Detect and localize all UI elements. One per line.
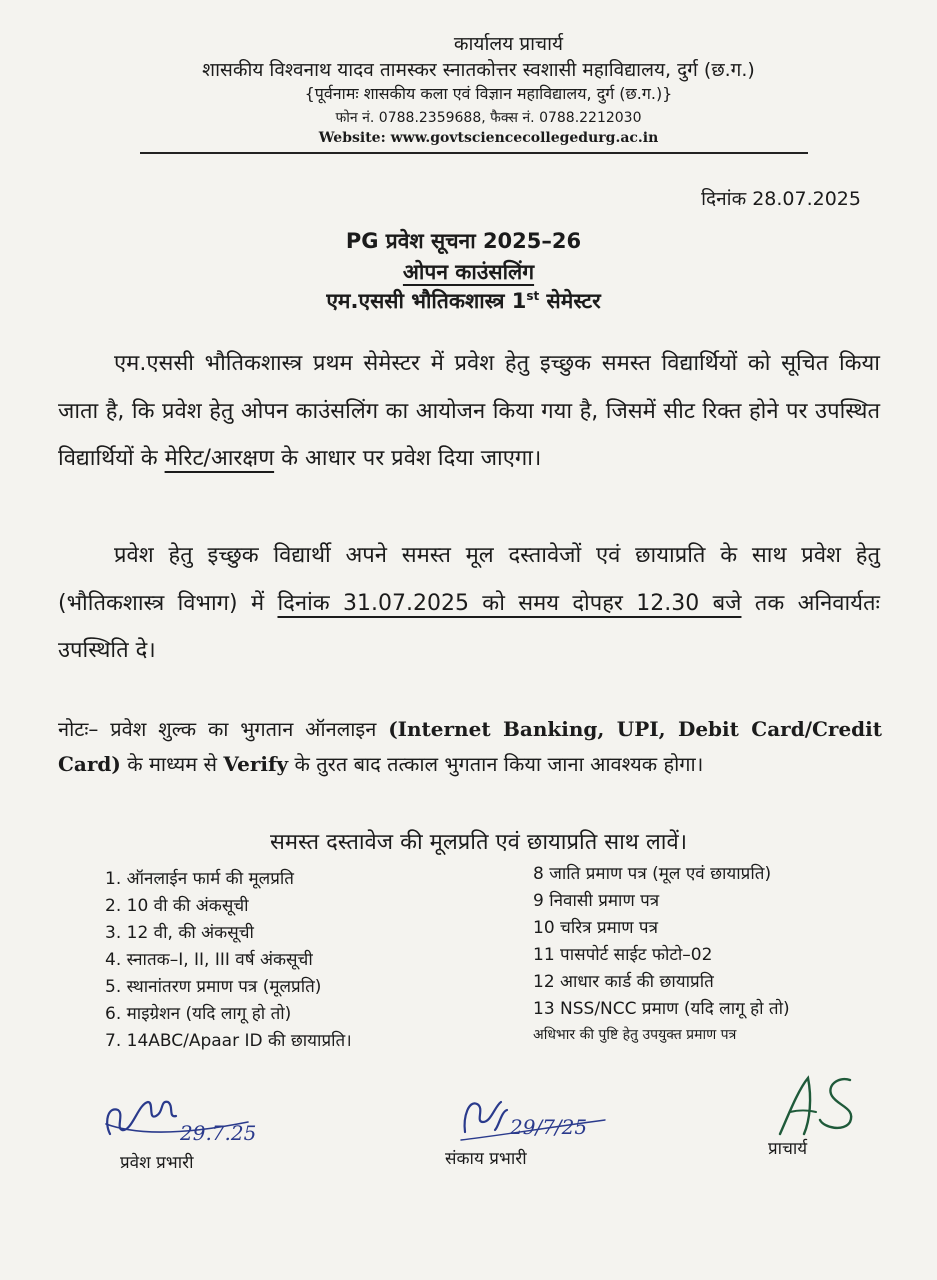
college-name: शासकीय विश्वनाथ यादव तामस्कर स्नातकोत्तर स्वशासी महाविद्यालय, दुर्ग (छ.ग.)	[202, 59, 755, 81]
list-item: 4. स्नातक–I, II, III वर्ष अंकसूची	[105, 950, 313, 970]
reservation-proof-line: अधिभार की पुष्टि हेतु उपयुक्त प्रमाण पत्र	[533, 1027, 737, 1043]
paragraph-attendance: प्रवेश हेतु इच्छुक विद्यार्थी अपने समस्त मूल दस्तावेजों एवं छायाप्रति के साथ प्रवेश हेतु (भौतिकशास्त्र विभाग) में दिनांक 31.07.2025 को समय दोपहर 12.30 बजे तक अनिवार्यतः उपस्थिति दे।	[58, 543, 880, 663]
list-item: 9 निवासी प्रमाण पत्र	[533, 891, 660, 911]
list-item: 10 चरित्र प्रमाण पत्र	[533, 918, 658, 938]
list-item: 8 जाति प्रमाण पत्र (मूल एवं छायाप्रति)	[533, 864, 772, 884]
admission-incharge-title: प्रवेश प्रभारी	[120, 1153, 194, 1173]
header-divider	[140, 152, 808, 154]
office-line: कार्यालय प्राचार्य	[453, 33, 564, 55]
notice-subtitle: ओपन काउंसलिंग	[402, 260, 535, 284]
notice-date: दिनांक 28.07.2025	[701, 188, 861, 210]
list-item: 12 आधार कार्ड की छायाप्रति	[533, 972, 714, 992]
faculty-incharge-date: 29/7/25	[510, 1115, 588, 1139]
list-item: 5. स्थानांतरण प्रमाण पत्र (मूलप्रति)	[105, 977, 322, 997]
list-item: 2. 10 वी की अंकसूची	[105, 896, 249, 916]
list-item: 11 पासपोर्ट साईट फोटो–02	[533, 945, 713, 965]
list-item: 7. 14ABC/Apaar ID की छायाप्रति।	[105, 1031, 352, 1051]
website-line: Website: www.govtsciencecollegedurg.ac.in	[318, 130, 659, 146]
admission-incharge-date: 29.7.25	[180, 1121, 257, 1145]
paragraph-open-counselling: एम.एससी भौतिकशास्त्र प्रथम सेमेस्टर में प्रवेश हेतु इच्छुक समस्त विद्यार्थियों को सूचित किया जाता है, कि प्रवेश हेतु ओपन काउंसलिंग का आयोजन किया गया है, जिसमें सीट रिक्त होने पर उपस्थित विद्यार्थियों के मेरिट/आरक्षण के आधार पर प्रवेश दिया जाएगा।	[58, 351, 880, 471]
course-title: एम.एससी भौतिकशास्त्र 1st सेमेस्टर	[326, 289, 601, 313]
admission-incharge-signature	[98, 1092, 268, 1152]
documents-heading: समस्त दस्तावेज की मूलप्रति एवं छायाप्रति साथ लावें।	[269, 830, 688, 855]
faculty-incharge-signature	[455, 1092, 625, 1150]
former-name: {पूर्वनामः शासकीय कला एवं विज्ञान महाविद्यालय, दुर्ग (छ.ग.)}	[304, 84, 673, 103]
notice-title: PG प्रवेश सूचना 2025–26	[345, 229, 582, 253]
list-item: 13 NSS/NCC प्रमाण (यदि लागू हो तो)	[533, 999, 790, 1019]
list-item: 6. माइग्रेशन (यदि लागू हो तो)	[105, 1004, 292, 1024]
phone-fax: फोन नं. 0788.2359688, फैक्स नं. 0788.2212030	[335, 110, 642, 126]
list-item: 1. ऑनलाईन फार्म की मूलप्रति	[105, 869, 294, 889]
documents-list-left	[105, 866, 352, 1055]
principal-title: प्राचार्य	[768, 1139, 808, 1159]
list-item: 3. 12 वी, की अंकसूची	[105, 923, 254, 943]
faculty-incharge-title: संकाय प्रभारी	[445, 1149, 527, 1169]
merit-reservation-text: मेरिट/आरक्षण	[164, 446, 275, 471]
fee-payment-note: नोटः– प्रवेश शुल्क का भुगतान ऑनलाइन (Internet Banking, UPI, Debit Card/Credit Card) के माध्यम से Verify के तुरत बाद तत्काल भुगतान किया जाना आवश्यक होगा।	[58, 717, 883, 776]
documents-list-right	[533, 861, 790, 1023]
counselling-datetime: दिनांक 31.07.2025 को समय दोपहर 12.30 बजे	[277, 590, 742, 616]
